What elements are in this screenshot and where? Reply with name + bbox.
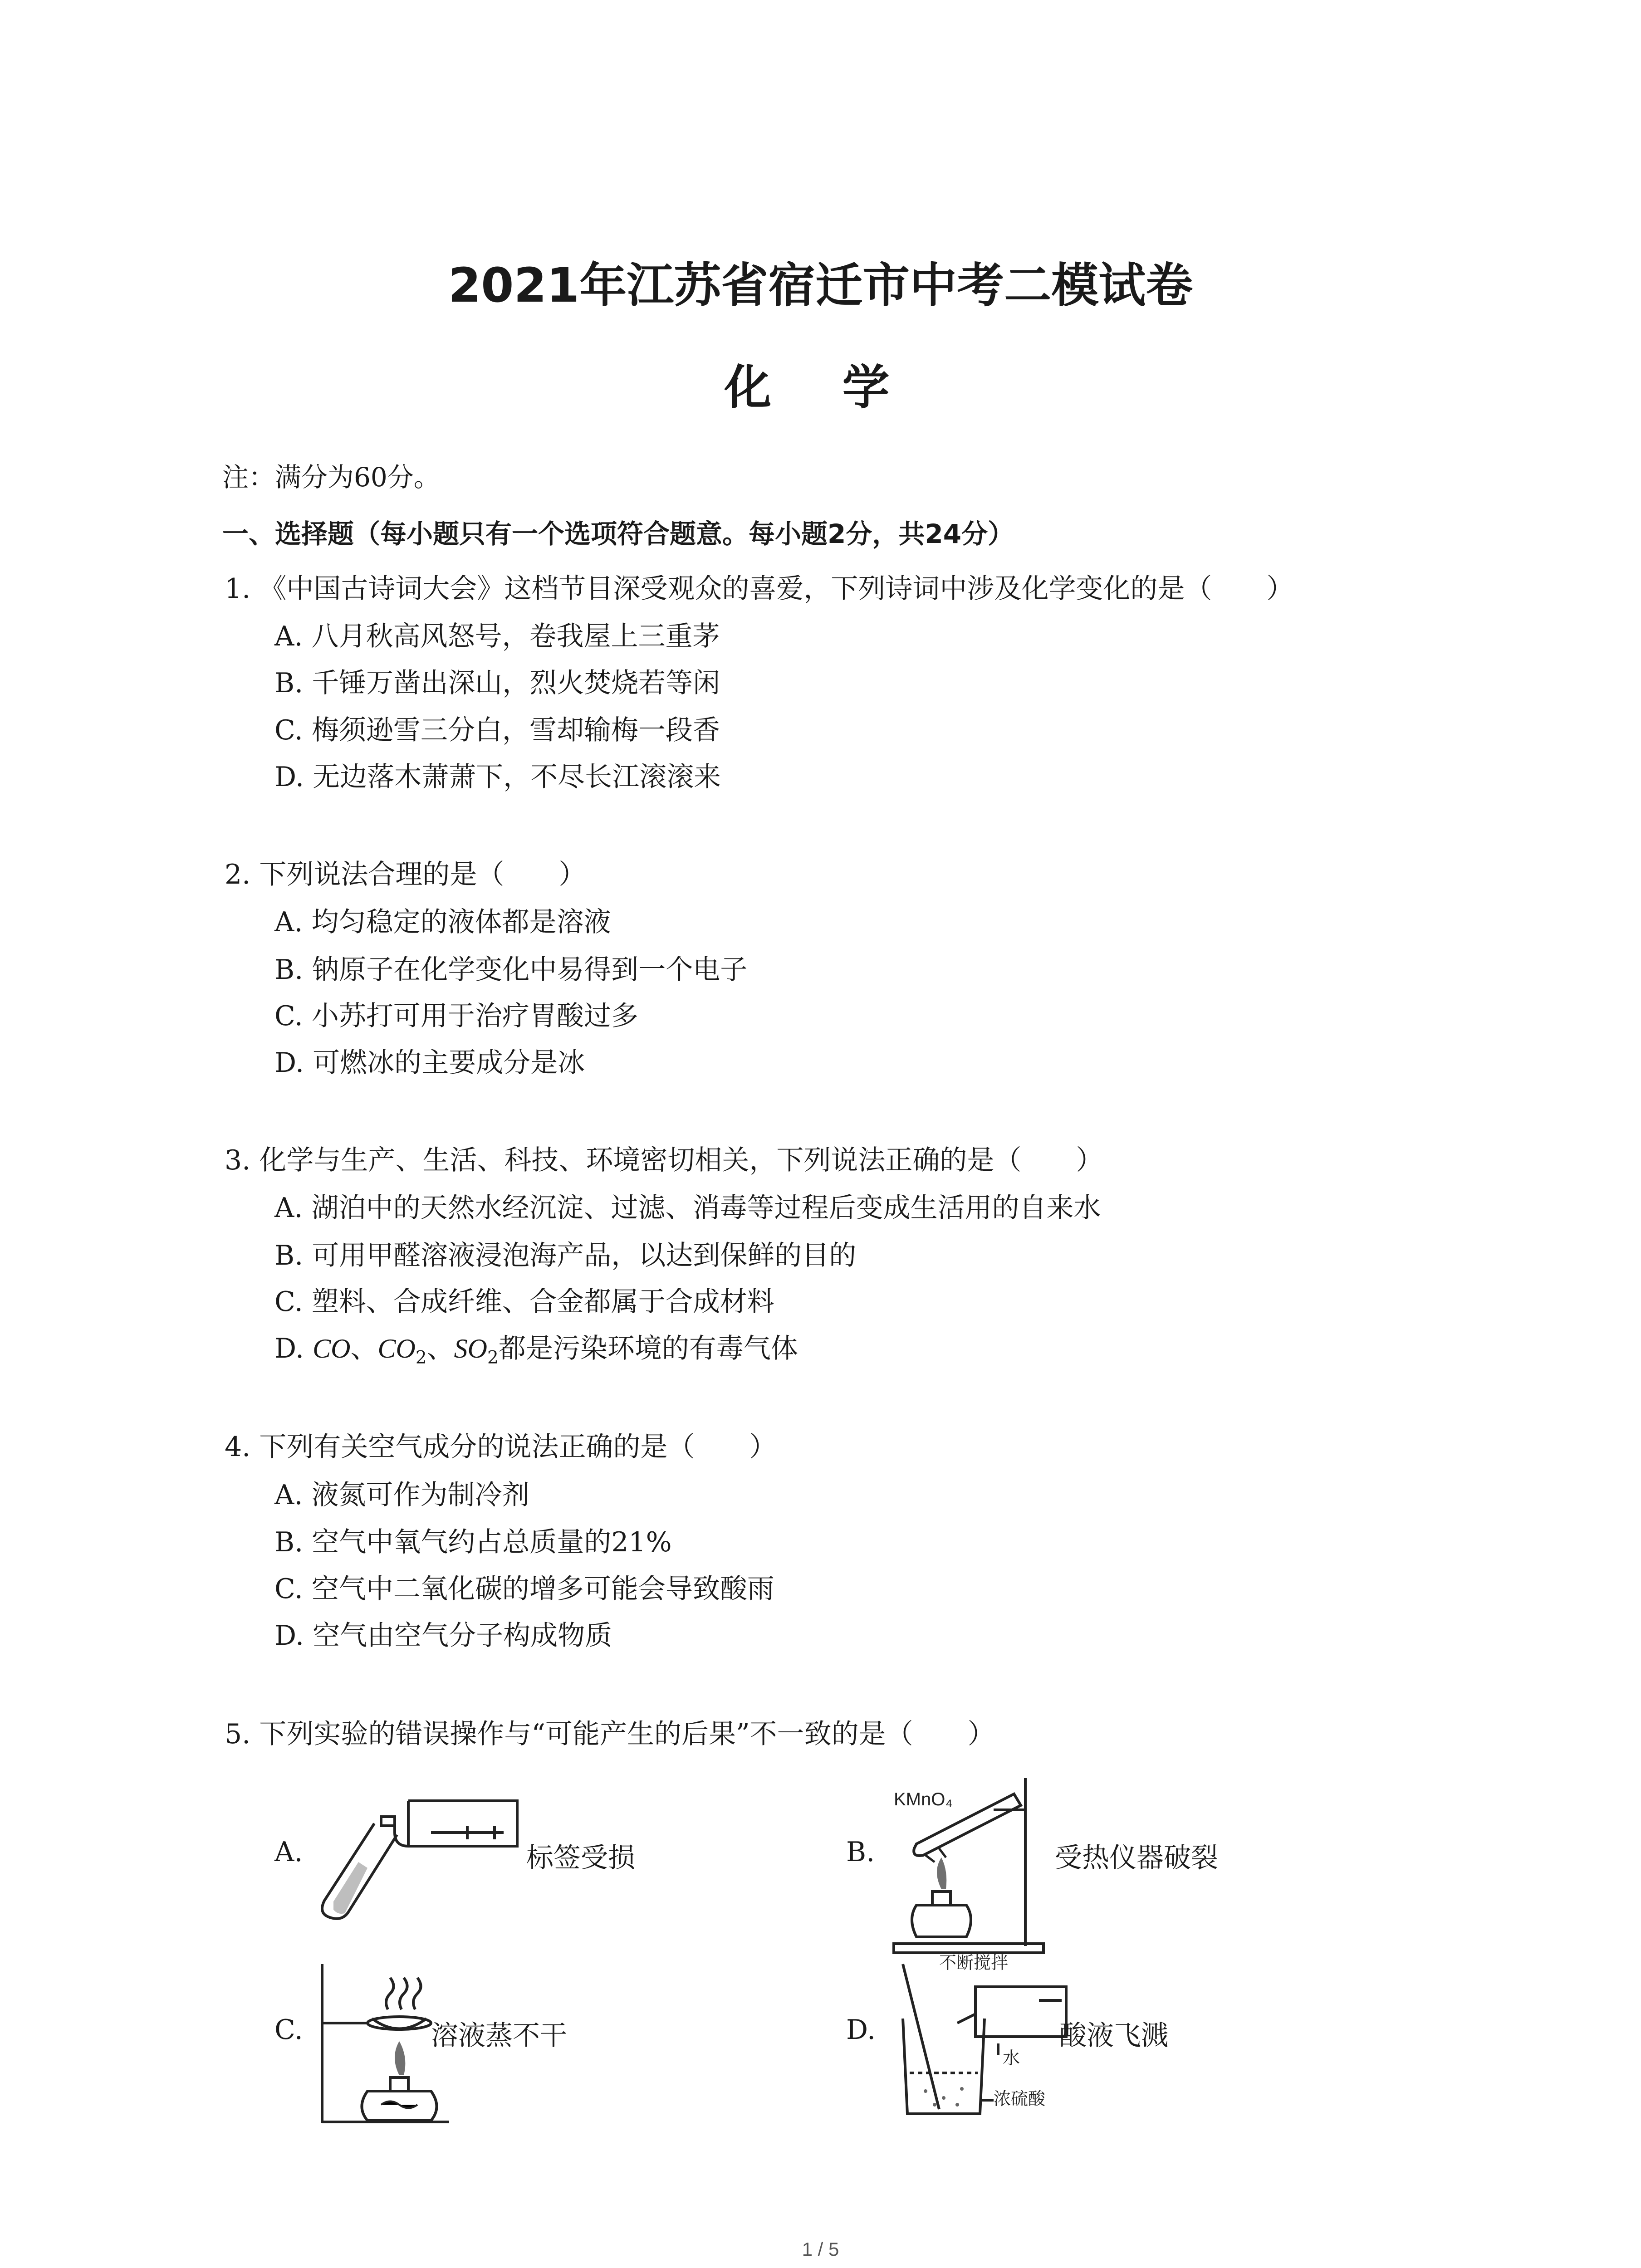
question-3-stem: 3. 化学与生产、生活、科技、环境密切相关，下列说法正确的是（ ） xyxy=(225,1144,1103,1176)
figure-c-letter: C. xyxy=(274,2014,303,2046)
formula-so2-subscript: 2 xyxy=(487,1348,499,1368)
question-1-option-a: A. 八月秋高风怒号，卷我屋上三重茅 xyxy=(274,621,720,652)
page-title: 2021年江苏省宿迁市中考二模试卷 xyxy=(448,258,1193,313)
question-1-stem: 1. 《中国古诗词大会》这档节目深受观众的喜爱，下列诗词中涉及化学变化的是（ ） xyxy=(225,573,1294,605)
dilution-diagram xyxy=(889,1946,1080,2127)
acid-label: 浓硫酸 xyxy=(994,2090,1046,2109)
section-heading: 一、选择题（每小题只有一个选项符合题意。每小题2分，共24分） xyxy=(222,518,1014,549)
formula-co2-subscript: 2 xyxy=(415,1348,427,1368)
question-4-option-a: A. 液氮可作为制冷剂 xyxy=(274,1479,529,1511)
question-1-option-c: C. 梅须逊雪三分白，雪却输梅一段香 xyxy=(274,714,720,746)
page-number: 1 / 5 xyxy=(802,2239,839,2260)
water-label: 水 xyxy=(1003,2049,1020,2068)
question-3-option-b: B. 可用甲醛溶液浸泡海产品，以达到保鲜的目的 xyxy=(274,1240,857,1271)
figure-b-letter: B. xyxy=(846,1836,875,1868)
figure-a-caption: 标签受损 xyxy=(526,1842,635,1874)
question-1-option-d: D. 无边落木萧萧下，不尽长江滚滚来 xyxy=(274,761,721,793)
figure-c-caption: 溶液蒸不干 xyxy=(431,2020,567,2052)
question-3-option-c: C. 塑料、合成纤维、合金都属于合成材料 xyxy=(274,1286,774,1318)
stir-label: 不断搅拌 xyxy=(939,1954,1009,1973)
option-d-suffix: 都是污染环境的有毒气体 xyxy=(498,1333,798,1364)
formula-co2: CO xyxy=(377,1334,416,1364)
kmno4-label: KMnO₄ xyxy=(894,1789,953,1809)
question-2-option-a: A. 均匀稳定的液体都是溶液 xyxy=(274,906,611,938)
question-1-option-b: B. 千锤万凿出深山，烈火焚烧若等闲 xyxy=(274,667,720,699)
separator: 、 xyxy=(350,1333,378,1364)
question-3-option-a: A. 湖泊中的天然水经沉淀、过滤、消毒等过程后变成生活用的自来水 xyxy=(274,1192,1101,1224)
figure-b-caption: 受热仪器破裂 xyxy=(1055,1842,1218,1874)
question-4-option-c: C. 空气中二氧化碳的增多可能会导致酸雨 xyxy=(274,1573,774,1605)
figure-d-caption: 酸液飞溅 xyxy=(1059,2020,1168,2052)
question-2-option-c: C. 小苏打可用于治疗胃酸过多 xyxy=(274,1000,638,1032)
question-4-stem: 4. 下列有关空气成分的说法正确的是（ ） xyxy=(225,1431,777,1463)
question-5-stem: 5. 下列实验的错误操作与“可能产生的后果”不一致的是（ ） xyxy=(225,1718,995,1750)
pouring-reagent-diagram xyxy=(313,1783,531,1932)
figure-d-letter: D. xyxy=(846,2014,876,2046)
separator: 、 xyxy=(426,1333,454,1364)
score-note: 注：满分为60分。 xyxy=(222,462,440,493)
question-2-stem: 2. 下列说法合理的是（ ） xyxy=(225,859,586,890)
figure-a-letter: A. xyxy=(274,1836,303,1868)
subject-title: 化 学 xyxy=(724,360,917,415)
heating-kmno4-diagram xyxy=(889,1769,1062,1960)
question-4-option-b: B. 空气中氧气约占总质量的21% xyxy=(274,1526,672,1558)
question-2-option-d: D. 可燃冰的主要成分是冰 xyxy=(274,1047,585,1079)
option-d-prefix: D. xyxy=(274,1333,313,1364)
question-3-option-d xyxy=(274,1327,798,1368)
formula-so2: SO xyxy=(454,1334,488,1364)
formula-co: CO xyxy=(313,1334,351,1364)
question-2-option-b: B. 钠原子在化学变化中易得到一个电子 xyxy=(274,954,748,986)
question-4-option-d: D. 空气由空气分子构成物质 xyxy=(274,1620,612,1652)
